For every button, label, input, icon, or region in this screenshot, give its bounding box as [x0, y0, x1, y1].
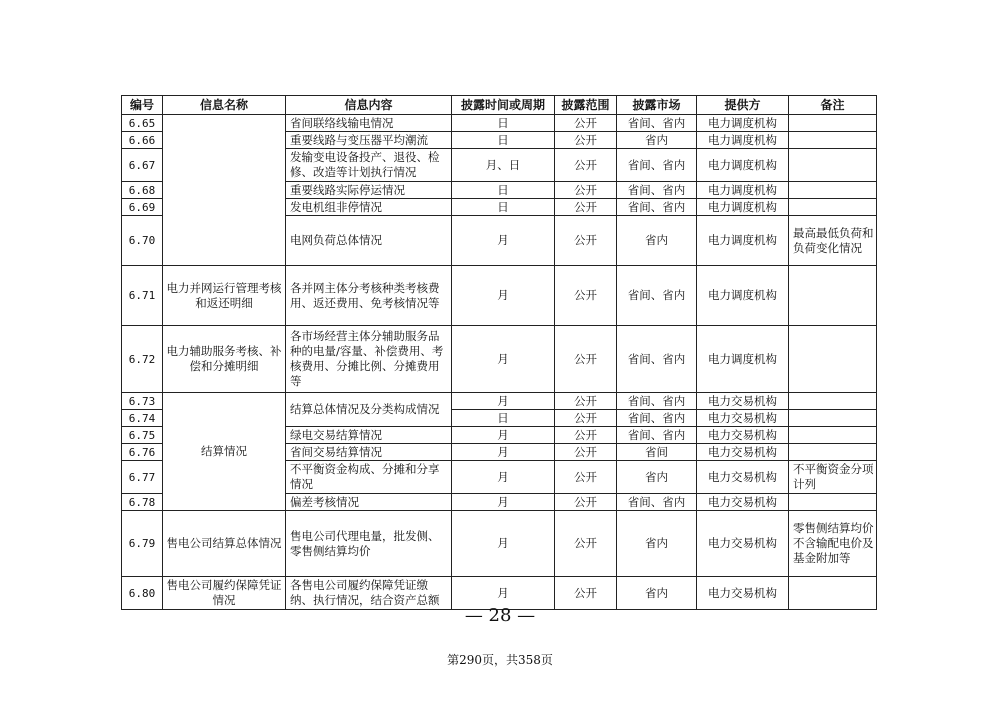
row-scope: 公开: [555, 410, 617, 427]
row-scope: 公开: [555, 216, 617, 266]
row-market: 省间、省内: [617, 199, 697, 216]
row-market: 省间、省内: [617, 410, 697, 427]
row-market: 省内: [617, 461, 697, 494]
row-provider: 电力交易机构: [697, 577, 789, 610]
row-content: 省间交易结算情况: [286, 444, 452, 461]
row-remark: [789, 115, 877, 132]
row-market: 省间、省内: [617, 427, 697, 444]
table-row: [122, 115, 877, 132]
row-remark: [789, 182, 877, 199]
row-name: 售电公司履约保障凭证情况: [163, 577, 286, 610]
row-code: 6.77: [122, 461, 163, 494]
row-remark: [789, 132, 877, 149]
row-market: 省间、省内: [617, 266, 697, 326]
row-scope: 公开: [555, 393, 617, 410]
row-content: 重要线路实际停运情况: [286, 182, 452, 199]
row-remark: [789, 410, 877, 427]
row-content: 绿电交易结算情况: [286, 427, 452, 444]
table-row: [122, 266, 877, 326]
row-provider: 电力调度机构: [697, 326, 789, 393]
row-period: 月: [452, 511, 555, 577]
row-period: 日: [452, 115, 555, 132]
row-market: 省间、省内: [617, 494, 697, 511]
row-scope: 公开: [555, 494, 617, 511]
row-content: 电网负荷总体情况: [286, 216, 452, 266]
row-scope: 公开: [555, 511, 617, 577]
header-remark: 备注: [789, 96, 877, 115]
row-provider: 电力交易机构: [697, 393, 789, 410]
header-provider: 提供方: [697, 96, 789, 115]
row-remark: [789, 199, 877, 216]
row-provider: 电力调度机构: [697, 216, 789, 266]
row-period: 月: [452, 326, 555, 393]
header-scope: 披露范围: [555, 96, 617, 115]
row-name: 电力辅助服务考核、补偿和分摊明细: [163, 326, 286, 393]
row-code: 6.69: [122, 199, 163, 216]
row-provider: 电力调度机构: [697, 132, 789, 149]
row-market: 省内: [617, 216, 697, 266]
row-name: 结算情况: [163, 393, 286, 511]
row-market: 省间: [617, 444, 697, 461]
table-header-row: [122, 96, 877, 115]
header-code: 编号: [122, 96, 163, 115]
header-name: 信息名称: [163, 96, 286, 115]
row-content: 各售电公司履约保障凭证缴纳、执行情况，结合资产总额: [286, 577, 452, 610]
row-market: 省间、省内: [617, 393, 697, 410]
row-remark: 不平衡资金分项计列: [789, 461, 877, 494]
row-remark: 零售侧结算均价不含输配电价及基金附加等: [789, 511, 877, 577]
row-period: 日: [452, 199, 555, 216]
row-content: 重要线路与变压器平均潮流: [286, 132, 452, 149]
row-code: 6.68: [122, 182, 163, 199]
row-scope: 公开: [555, 427, 617, 444]
header-market: 披露市场: [617, 96, 697, 115]
row-remark: 最高最低负荷和负荷变化情况: [789, 216, 877, 266]
row-name: 售电公司结算总体情况: [163, 511, 286, 577]
row-period: 月: [452, 427, 555, 444]
row-code: 6.67: [122, 149, 163, 182]
row-scope: 公开: [555, 577, 617, 610]
row-market: 省间、省内: [617, 182, 697, 199]
row-provider: 电力交易机构: [697, 444, 789, 461]
table-row: [122, 511, 877, 577]
row-code: 6.75: [122, 427, 163, 444]
row-provider: 电力调度机构: [697, 115, 789, 132]
row-content: 各市场经营主体分辅助服务品种的电量/容量、补偿费用、考核费用、分摊比例、分摊费用等: [286, 326, 452, 393]
header-content: 信息内容: [286, 96, 452, 115]
row-provider: 电力交易机构: [697, 494, 789, 511]
row-content: 不平衡资金构成、分摊和分享情况: [286, 461, 452, 494]
row-content: 发电机组非停情况: [286, 199, 452, 216]
row-scope: 公开: [555, 132, 617, 149]
row-remark: [789, 393, 877, 410]
disclosure-table: [121, 95, 877, 610]
row-remark: [789, 427, 877, 444]
row-market: 省内: [617, 132, 697, 149]
row-market: 省内: [617, 577, 697, 610]
row-remark: [789, 149, 877, 182]
row-code: 6.70: [122, 216, 163, 266]
row-remark: [789, 326, 877, 393]
page-footer: 第290页，共358页: [447, 653, 553, 667]
row-provider: 电力调度机构: [697, 182, 789, 199]
row-scope: 公开: [555, 115, 617, 132]
row-period: 月: [452, 266, 555, 326]
row-provider: 电力交易机构: [697, 410, 789, 427]
row-scope: 公开: [555, 326, 617, 393]
row-market: 省间、省内: [617, 149, 697, 182]
row-code: 6.71: [122, 266, 163, 326]
row-code: 6.74: [122, 410, 163, 427]
row-period: 月: [452, 494, 555, 511]
row-content: 发输变电设备投产、退役、检修、改造等计划执行情况: [286, 149, 452, 182]
row-provider: 电力交易机构: [697, 511, 789, 577]
row-period: 月: [452, 461, 555, 494]
row-code: 6.76: [122, 444, 163, 461]
row-period: 月、日: [452, 149, 555, 182]
table-row: [122, 393, 877, 410]
row-provider: 电力调度机构: [697, 149, 789, 182]
row-provider: 电力交易机构: [697, 461, 789, 494]
row-period: 月: [452, 393, 555, 410]
row-remark: [789, 266, 877, 326]
row-market: 省间、省内: [617, 326, 697, 393]
row-scope: 公开: [555, 149, 617, 182]
row-scope: 公开: [555, 461, 617, 494]
row-period: 日: [452, 410, 555, 427]
row-remark: [789, 494, 877, 511]
table-row: [122, 326, 877, 393]
row-period: 日: [452, 182, 555, 199]
row-content: 偏差考核情况: [286, 494, 452, 511]
row-scope: 公开: [555, 182, 617, 199]
row-code: 6.78: [122, 494, 163, 511]
row-period: 日: [452, 132, 555, 149]
row-scope: 公开: [555, 444, 617, 461]
row-content: 省间联络线输电情况: [286, 115, 452, 132]
row-code: 6.79: [122, 511, 163, 577]
row-provider: 电力交易机构: [697, 427, 789, 444]
row-scope: 公开: [555, 266, 617, 326]
row-name: [163, 115, 286, 266]
row-code: 6.73: [122, 393, 163, 410]
row-content: 结算总体情况及分类构成情况: [286, 393, 452, 427]
row-scope: 公开: [555, 199, 617, 216]
row-content: 售电公司代理电量，批发侧、零售侧结算均价: [286, 511, 452, 577]
row-remark: [789, 444, 877, 461]
row-market: 省间、省内: [617, 115, 697, 132]
row-provider: 电力调度机构: [697, 199, 789, 216]
row-code: 6.65: [122, 115, 163, 132]
row-period: 月: [452, 216, 555, 266]
row-period: 月: [452, 577, 555, 610]
row-code: 6.66: [122, 132, 163, 149]
page-number: — 28 —: [464, 605, 536, 626]
header-period: 披露时间或周期: [452, 96, 555, 115]
row-name: 电力并网运行管理考核和返还明细: [163, 266, 286, 326]
row-code: 6.72: [122, 326, 163, 393]
row-code: 6.80: [122, 577, 163, 610]
row-period: 月: [452, 444, 555, 461]
row-provider: 电力调度机构: [697, 266, 789, 326]
row-market: 省内: [617, 511, 697, 577]
row-content: 各并网主体分考核种类考核费用、返还费用、免考核情况等: [286, 266, 452, 326]
